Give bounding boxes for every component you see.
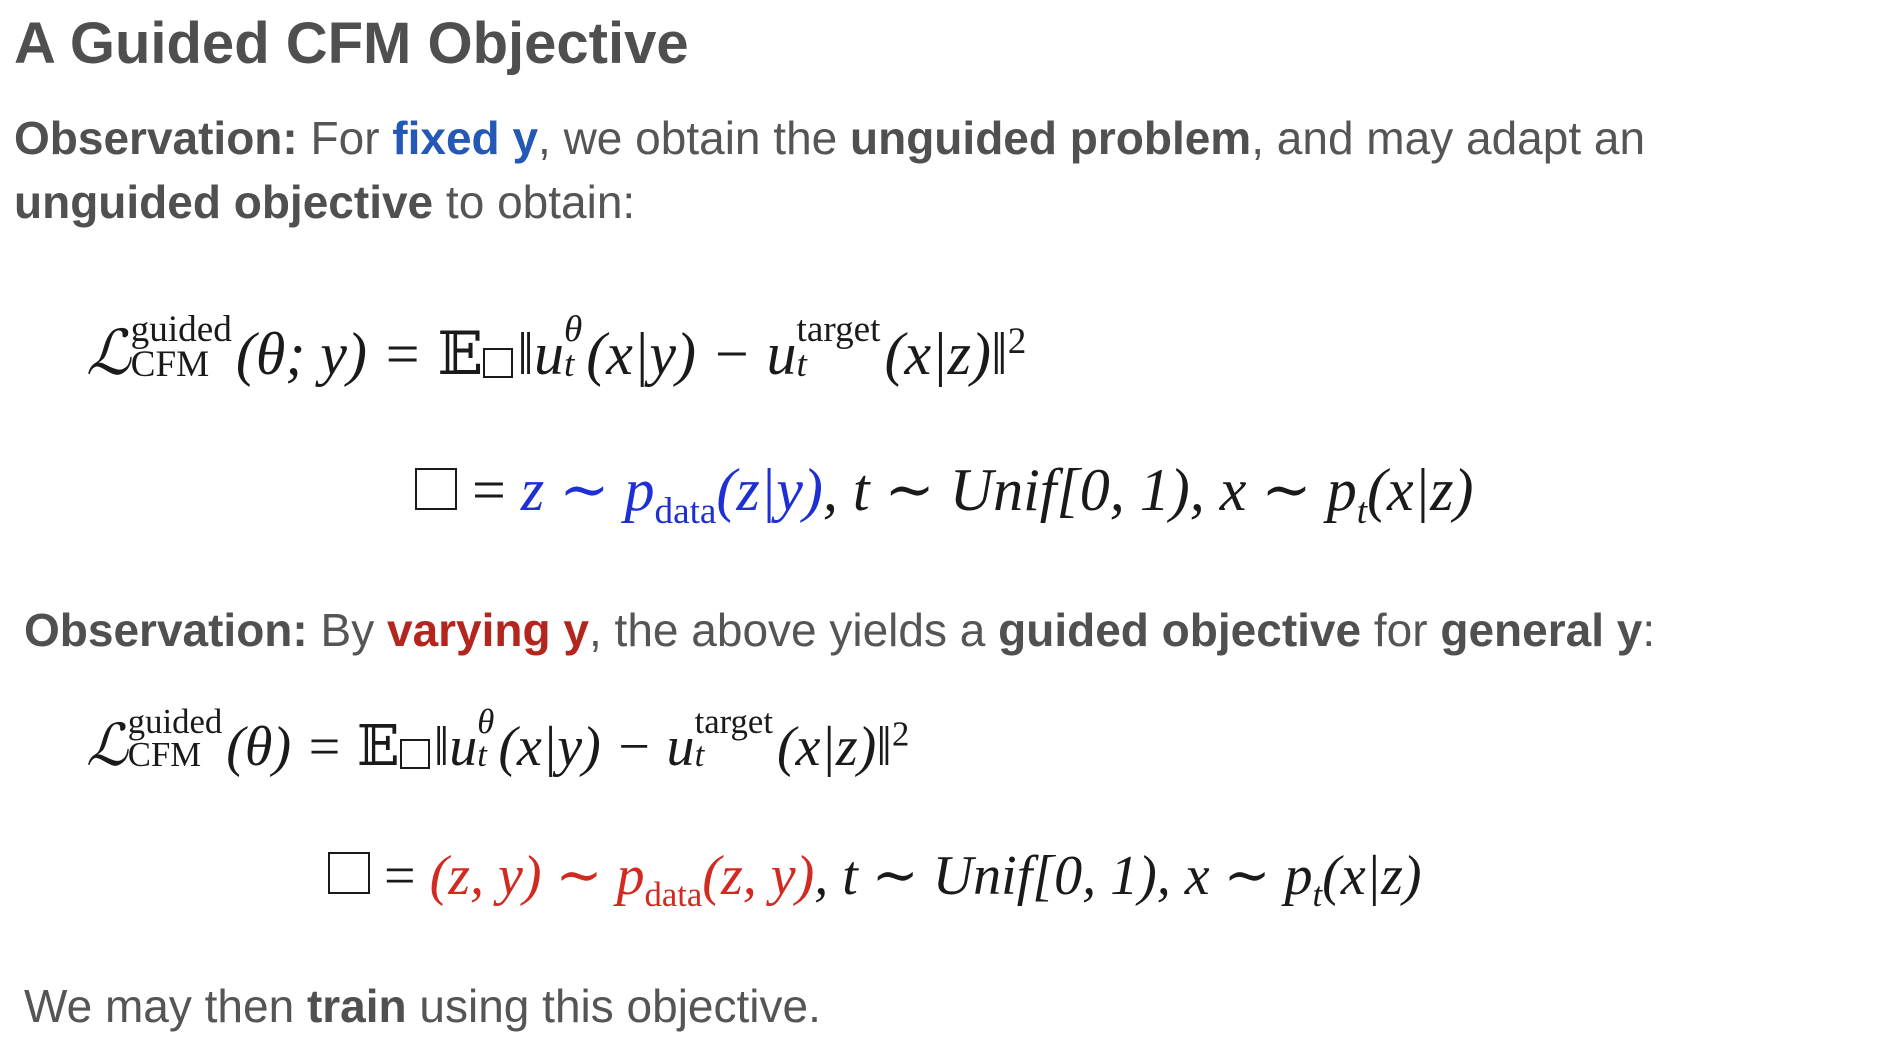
loss-args: (θ) = bbox=[226, 716, 357, 778]
equation-2-line-2 bbox=[328, 845, 1422, 915]
loss-superscript: guided bbox=[130, 309, 232, 351]
guided-objective-term: guided objective bbox=[998, 604, 1362, 656]
loss-symbol: ℒ bbox=[86, 711, 128, 779]
conditional-x-given-z: (x|z) bbox=[1367, 457, 1474, 523]
closing-sentence bbox=[24, 974, 821, 1038]
t-subscript-2: t bbox=[796, 344, 807, 386]
loss-subscript: CFM bbox=[127, 735, 202, 775]
sampling-fixed-y: z ∼ p bbox=[520, 457, 655, 523]
closing-text-1: We may then bbox=[24, 980, 307, 1032]
placeholder-box-icon bbox=[415, 468, 457, 510]
norm-open: ‖u bbox=[433, 716, 478, 778]
loss-scripts bbox=[127, 702, 223, 775]
obs2-text-3: for bbox=[1361, 604, 1441, 656]
slide-title: A Guided CFM Objective bbox=[14, 11, 689, 76]
norm-open: ‖u bbox=[517, 321, 565, 387]
placeholder-box-icon bbox=[328, 852, 370, 894]
general-y-term: general y bbox=[1440, 604, 1643, 656]
obs2-text-2: , the above yields a bbox=[588, 604, 999, 656]
target-superscript: target bbox=[694, 702, 773, 742]
square-exponent: 2 bbox=[1007, 321, 1027, 362]
loss-symbol: ℒ bbox=[86, 316, 131, 389]
equals-sign: = bbox=[370, 845, 430, 907]
observation-2 bbox=[24, 598, 1655, 662]
joint-z-y: (z, y) bbox=[702, 845, 815, 907]
varying-y-highlight: varying y bbox=[386, 604, 589, 656]
obs1-text-3: , and may adapt an bbox=[1251, 112, 1646, 164]
obs2-text-4: : bbox=[1642, 604, 1656, 656]
obs1-text-2: , we obtain the bbox=[538, 112, 851, 164]
u-target-scripts bbox=[694, 702, 773, 775]
t-subscript: t bbox=[477, 735, 487, 775]
time-and-x-sampling: , t ∼ Unif[0, 1), x ∼ p bbox=[814, 845, 1313, 907]
conditional-x-given-z: (x|z) bbox=[1322, 845, 1422, 907]
u-theta-scripts bbox=[477, 702, 495, 775]
u-target-scripts bbox=[796, 309, 881, 386]
obs2-text-1: By bbox=[307, 604, 387, 656]
obs1-text-1: For bbox=[297, 112, 393, 164]
unguided-objective-term: unguided objective bbox=[14, 176, 434, 228]
time-and-x-sampling: , t ∼ Unif[0, 1), x ∼ p bbox=[822, 457, 1357, 523]
expectation-symbol: 𝔼 bbox=[437, 319, 484, 389]
data-subscript: data bbox=[644, 875, 703, 915]
t-subscript: t bbox=[564, 344, 575, 386]
placeholder-box-icon bbox=[400, 739, 430, 769]
conditional-z-given-y: (z|y) bbox=[716, 457, 823, 523]
square-exponent: 2 bbox=[892, 714, 910, 754]
observation-1-label: Observation: bbox=[14, 112, 298, 164]
u-theta-scripts bbox=[564, 309, 583, 386]
unguided-problem-term: unguided problem bbox=[850, 112, 1252, 164]
equation-2-line-1 bbox=[86, 702, 910, 779]
theta-superscript: θ bbox=[477, 702, 495, 742]
t-subscript-2: t bbox=[694, 735, 705, 775]
pt-subscript: t bbox=[1312, 875, 1323, 915]
loss-args: (θ; y) = bbox=[235, 321, 438, 387]
data-subscript: data bbox=[654, 491, 717, 532]
expectation-symbol: 𝔼 bbox=[356, 714, 400, 779]
observation-2-label: Observation: bbox=[24, 604, 308, 656]
theta-superscript: θ bbox=[564, 309, 583, 351]
loss-subscript: CFM bbox=[130, 344, 210, 386]
equals-sign: = bbox=[457, 457, 521, 523]
norm-close: (x|z)‖ bbox=[776, 716, 893, 778]
placeholder-box-icon bbox=[483, 348, 513, 378]
train-term: train bbox=[306, 980, 407, 1032]
obs1-text-4: to obtain: bbox=[433, 176, 636, 228]
model-vs-target: (x|y) − u bbox=[586, 321, 797, 387]
model-vs-target: (x|y) − u bbox=[498, 716, 695, 778]
closing-text-2: using this objective. bbox=[406, 980, 821, 1032]
equation-1-line-2 bbox=[415, 457, 1474, 532]
loss-scripts bbox=[130, 309, 232, 386]
target-superscript: target bbox=[796, 309, 881, 351]
fixed-y-highlight: fixed y bbox=[392, 112, 539, 164]
loss-superscript: guided bbox=[127, 702, 223, 742]
norm-close: (x|z)‖ bbox=[884, 321, 1008, 387]
pt-subscript: t bbox=[1356, 491, 1368, 532]
observation-1 bbox=[14, 106, 1645, 234]
equation-1-line-1 bbox=[86, 309, 1027, 389]
sampling-joint-zy: (z, y) ∼ p bbox=[429, 845, 645, 907]
